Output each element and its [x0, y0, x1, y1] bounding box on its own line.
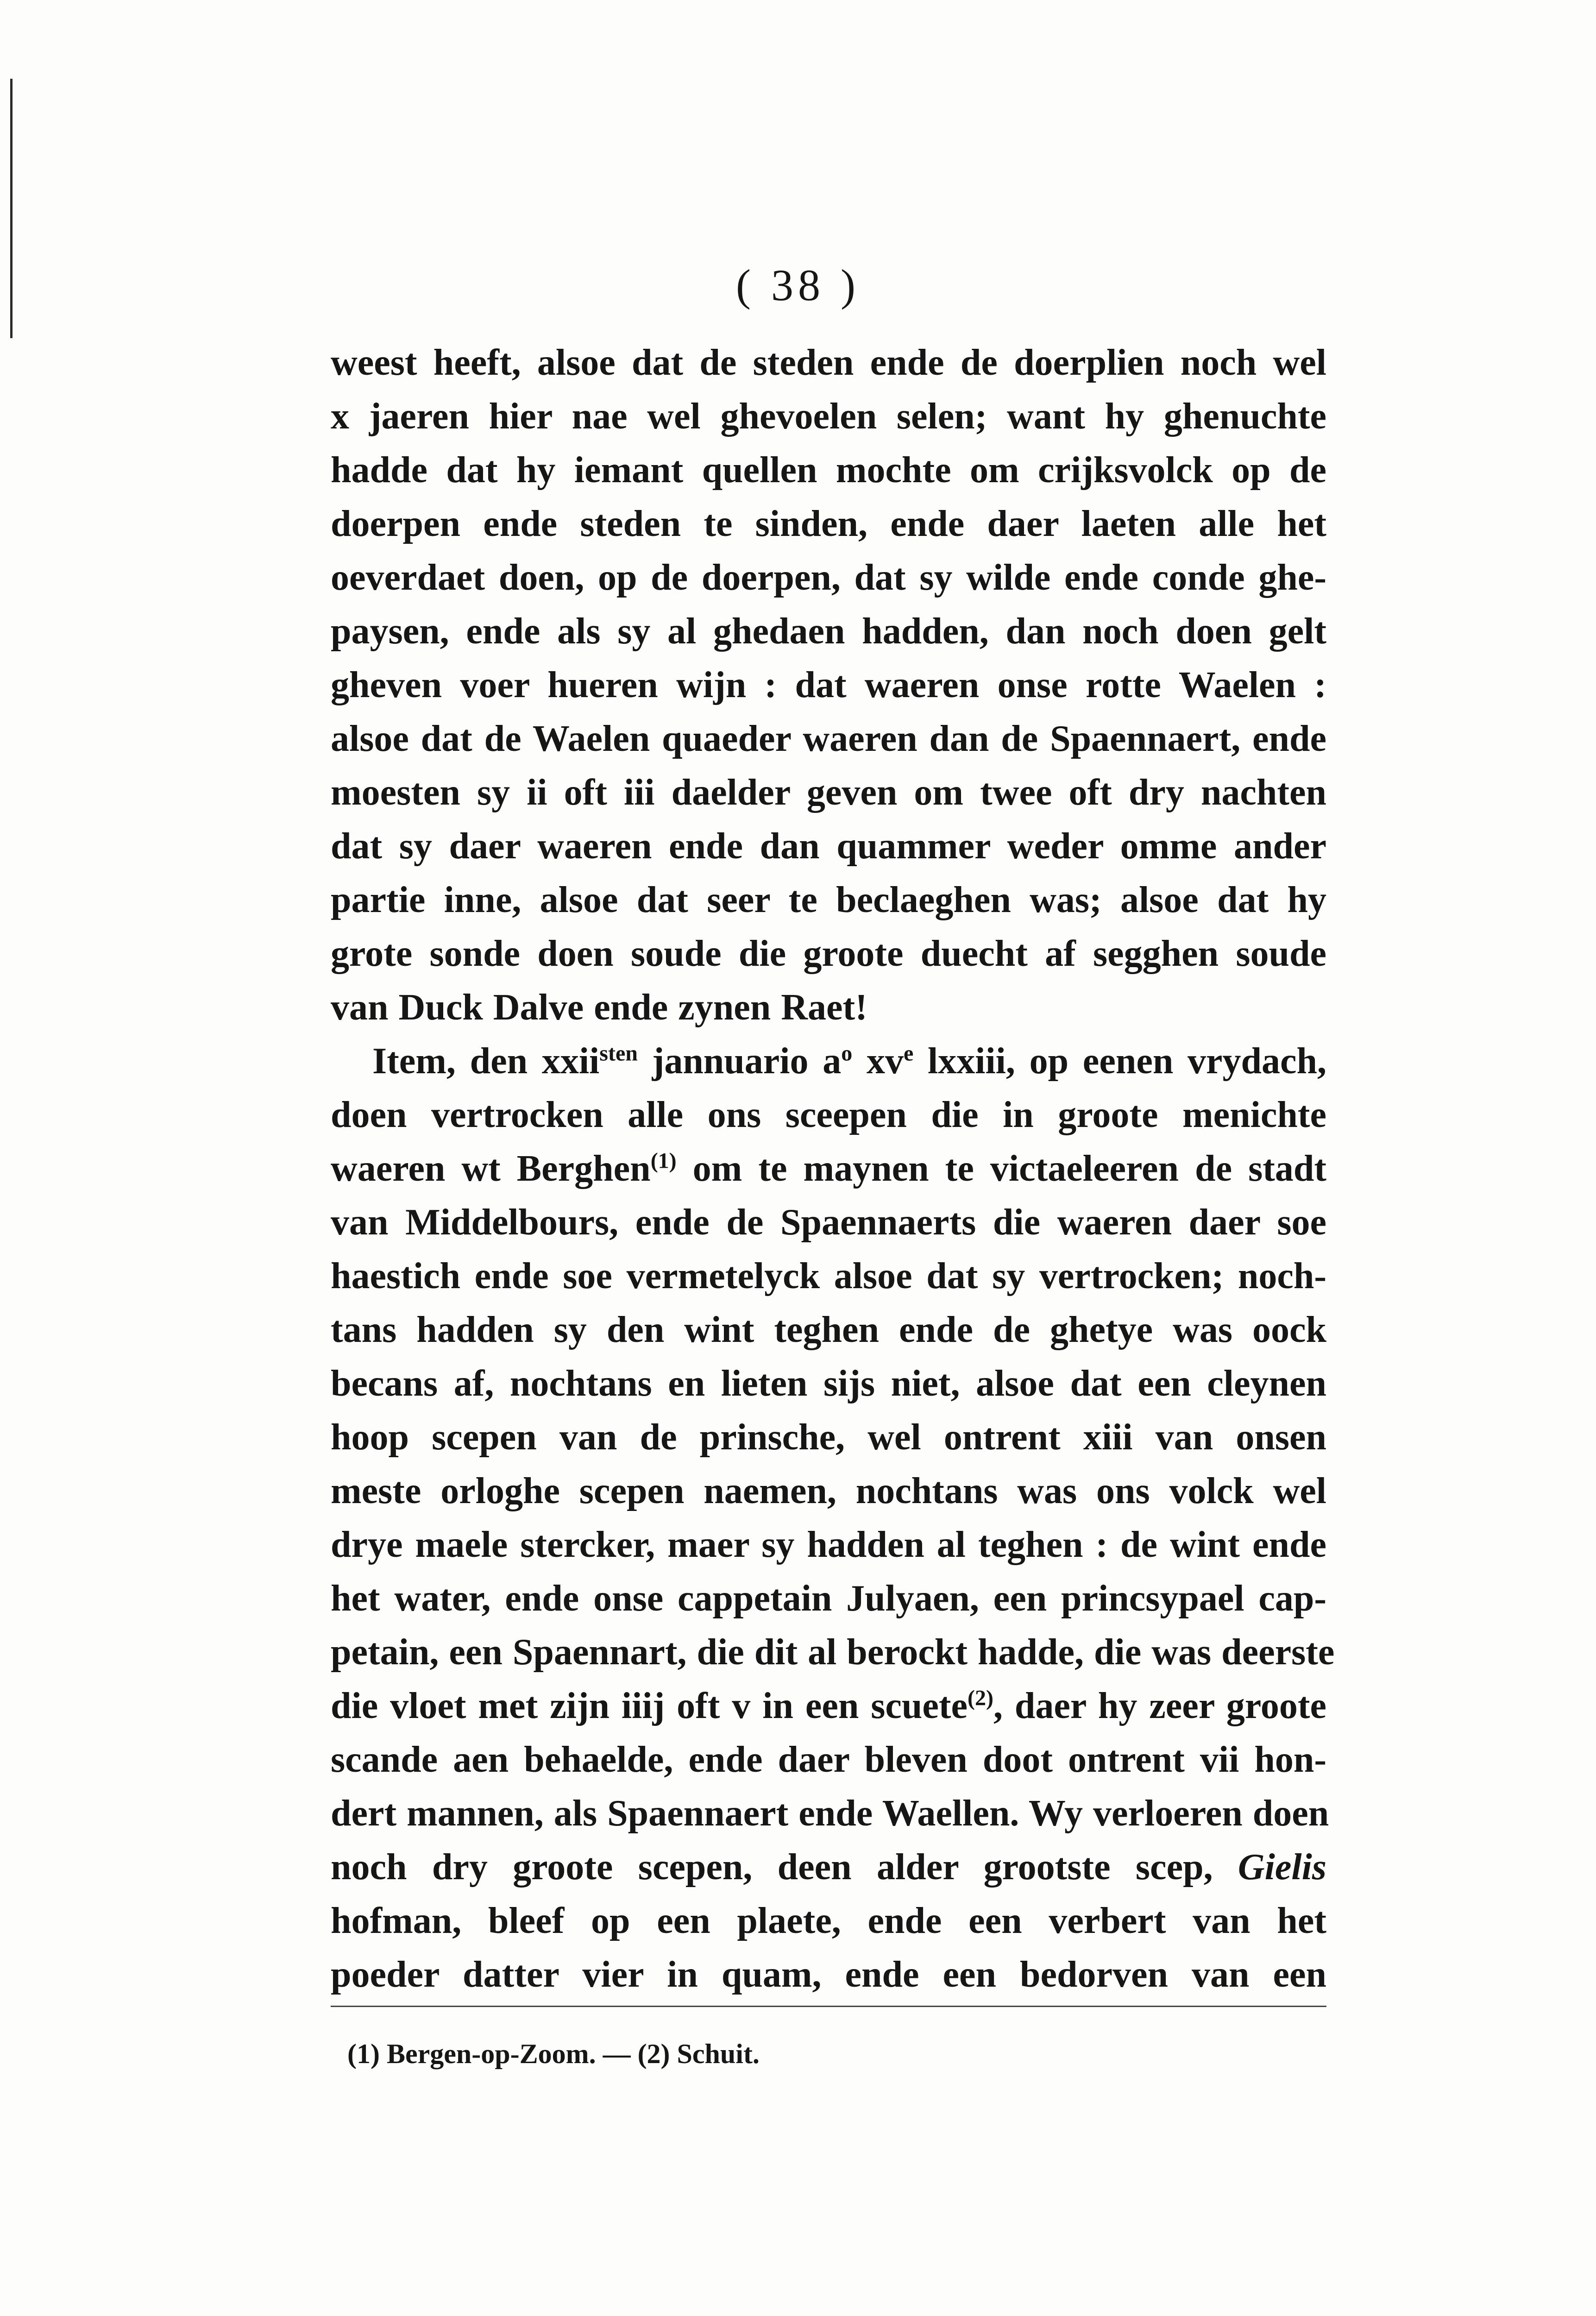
text-span: noch dry groote scepen, deen alder grootste scep, [331, 1847, 1238, 1888]
text-line: dat sy daer waeren ende dan quammer weder omme ander [331, 826, 1326, 867]
footnote: (1) Bergen-op-Zoom. — (2) Schuit. [347, 2039, 760, 2069]
text-line [331, 1142, 1326, 1196]
text-line: petain, een Spaennart, die dit al berockt hadde, die was deerste [331, 1632, 1335, 1673]
text-span: Item, den xxii [372, 1041, 600, 1082]
body-text [331, 336, 1335, 2001]
text-span: waeren wt Berghen [331, 1148, 651, 1189]
text-line: drye maele stercker, maer sy hadden al teghen : de wint ende [331, 1524, 1326, 1565]
text-line: hadde dat hy iemant quellen mochte om crijksvolck op de [331, 450, 1326, 491]
text-line: x jaeren hier nae wel ghevoelen selen; want hy ghenuchte [331, 396, 1326, 437]
footnote-ref: (1) [650, 1148, 677, 1173]
text-span: die vloet met zijn iiij oft v in een scuete [331, 1686, 968, 1726]
italic-name: Gielis [1238, 1847, 1326, 1888]
text-line: haestich ende soe vermetelyck alsoe dat sy vertrocken; noch- [331, 1256, 1326, 1296]
text-line [331, 1679, 1326, 1733]
text-line: van Duck Dalve ende zynen Raet! [331, 987, 867, 1028]
text-span: lxxiii, op eenen vrydach, [913, 1041, 1327, 1082]
text-span: , daer hy zeer groote [993, 1686, 1326, 1726]
text-span: xv [852, 1041, 904, 1082]
text-line: dert mannen, als Spaennaert ende Waellen. Wy verloeren doen [331, 1793, 1329, 1834]
text-line: tans hadden sy den wint teghen ende de ghetye was oock [331, 1309, 1326, 1350]
text-line: hoop scepen van de prinsche, wel ontrent xiii van onsen [331, 1417, 1326, 1458]
text-line: doerpen ende steden te sinden, ende daer laeten alle het [331, 503, 1326, 544]
text-span: jannuario a [637, 1041, 842, 1082]
text-line: doen vertrocken alle ons sceepen die in groote menichte [331, 1095, 1326, 1135]
text-line: oeverdaet doen, op de doerpen, dat sy wilde ende conde ghe- [331, 557, 1326, 598]
text-line: gheven voer hueren wijn : dat waeren onse rotte Waelen : [331, 665, 1326, 705]
superscript: o [841, 1041, 853, 1066]
text-span: om te maynen te victaeleeren de stadt [676, 1148, 1327, 1189]
text-line: moesten sy ii oft iii daelder geven om twee oft dry nachten [331, 772, 1326, 813]
text-line: paysen, ende als sy al ghedaen hadden, dan noch doen gelt [331, 611, 1326, 652]
text-line: scande aen behaelde, ende daer bleven doot ontrent vii hon- [331, 1739, 1326, 1780]
text-line: alsoe dat de Waelen quaeder waeren dan de Spaennaert, ende [331, 718, 1326, 759]
text-line: het water, ende onse cappetain Julyaen, een princsypael cap- [331, 1578, 1326, 1619]
text-line: partie inne, alsoe dat seer te beclaeghen was; alsoe dat hy [331, 880, 1326, 920]
footnote-ref: (2) [968, 1686, 994, 1711]
superscript: sten [599, 1041, 638, 1066]
text-line: weest heeft, alsoe dat de steden ende de doerplien noch wel [331, 342, 1326, 383]
text-line: poeder datter vier in quam, ende een bedorven van een [331, 1954, 1326, 1995]
text-line [331, 1840, 1326, 1894]
text-line [331, 1034, 1326, 1088]
superscript: e [903, 1041, 914, 1066]
text-line: meste orloghe scepen naemen, nochtans was ons volck wel [331, 1471, 1326, 1511]
text-line: hofman, bleef op een plaete, ende een verbert van het [331, 1901, 1326, 1941]
page-number: ( 38 ) [736, 260, 860, 310]
text-line: grote sonde doen soude die groote duecht af segghen soude [331, 933, 1326, 974]
footnote-divider [331, 2006, 1326, 2007]
text-line: becans af, nochtans en lieten sijs niet, alsoe dat een cleynen [331, 1363, 1326, 1404]
text-line: van Middelbours, ende de Spaennaerts die waeren daer soe [331, 1202, 1326, 1243]
